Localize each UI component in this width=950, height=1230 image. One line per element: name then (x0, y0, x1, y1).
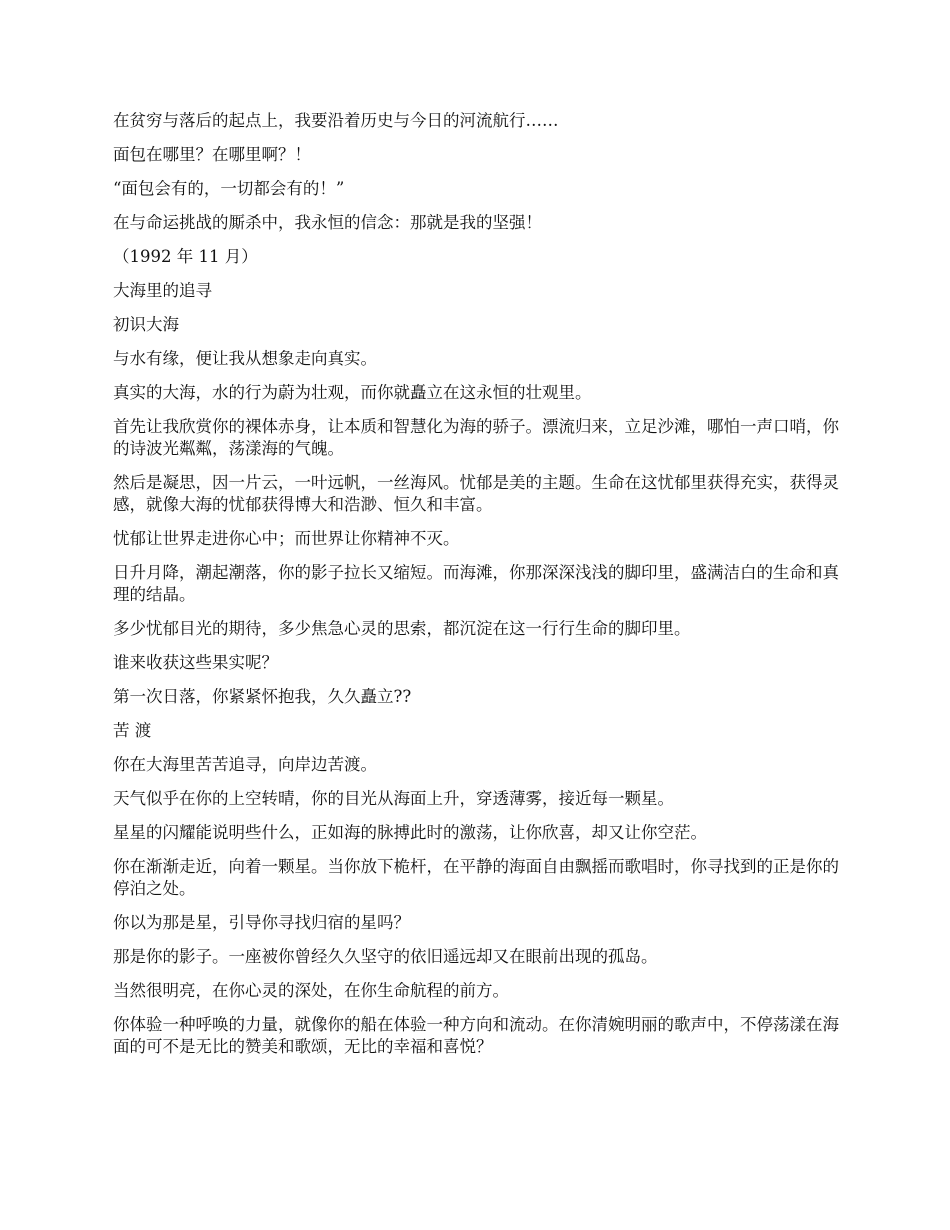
paragraph: 然后是凝思，因一片云，一叶远帆，一丝海风。忧郁是美的主题。生命在这忧郁里获得充实，获得灵感，就像大海的忧郁获得博大和浩渺、恒久和丰富。 (113, 473, 839, 514)
section-title: 大海里的追寻 (113, 281, 212, 300)
paragraph: 谁来收获这些果实呢？ (113, 653, 278, 672)
paragraph: 你以为那是星，引导你寻找归宿的星吗？ (113, 913, 410, 932)
paragraph: 你在渐渐走近，向着一颗星。当你放下桅杆，在平静的海面自由飘摇而歌唱时，你寻找到的正是你的停泊之处。 (113, 857, 839, 898)
paragraph: 真实的大海，水的行为蔚为壮观，而你就矗立在这永恒的壮观里。 (113, 383, 592, 402)
paragraph: 天气似乎在你的上空转晴，你的目光从海面上升，穿透薄雾，接近每一颗星。 (113, 789, 674, 808)
paragraph: 面包在哪里？在哪里啊？！ (113, 145, 311, 164)
paragraph: 日升月降，潮起潮落，你的影子拉长又缩短。而海滩，你那深深浅浅的脚印里，盛满洁白的生命和真理的结晶。 (113, 563, 839, 604)
date-line: （1992 年 11 月） (113, 247, 258, 266)
paragraph: 星星的闪耀能说明些什么，正如海的脉搏此时的激荡，让你欣喜，却又让你空茫。 (113, 823, 707, 842)
paragraph: 在贫穷与落后的起点上，我要沿着历史与今日的河流航行…… (113, 111, 559, 130)
paragraph: 那是你的影子。一座被你曾经久久坚守的依旧遥远却又在眼前出现的孤岛。 (113, 947, 658, 966)
subsection-title: 初识大海 (113, 315, 179, 334)
paragraph: 当然很明亮，在你心灵的深处，在你生命航程的前方。 (113, 981, 509, 1000)
paragraph: 你体验一种呼唤的力量，就像你的船在体验一种方向和流动。在你清婉明丽的歌声中，不停荡漾在海面的可不是无比的赞美和歌颂，无比的幸福和喜悦？ (113, 1015, 839, 1056)
paragraph: 首先让我欣赏你的裸体赤身，让本质和智慧化为海的骄子。漂流归来，立足沙滩，哪怕一声口哨，你的诗波光粼粼，荡漾海的气魄。 (113, 417, 839, 458)
paragraph: 你在大海里苦苦追寻，向岸边苦渡。 (113, 755, 377, 774)
document-body (113, 110, 839, 1070)
paragraph: “面包会有的，一切都会有的！” (113, 179, 345, 198)
subsection-title: 苦 渡 (113, 721, 152, 740)
paragraph: 忧郁让世界走进你心中；而世界让你精神不灭。 (113, 529, 460, 548)
paragraph: 在与命运挑战的厮杀中，我永恒的信念：那就是我的坚强！ (113, 213, 542, 232)
paragraph: 与水有缘，便让我从想象走向真实。 (113, 349, 377, 368)
paragraph: 多少忧郁目光的期待，多少焦急心灵的思索，都沉淀在这一行行生命的脚印里。 (113, 619, 691, 638)
paragraph: 第一次日落，你紧紧怀抱我，久久矗立?? (113, 687, 412, 706)
